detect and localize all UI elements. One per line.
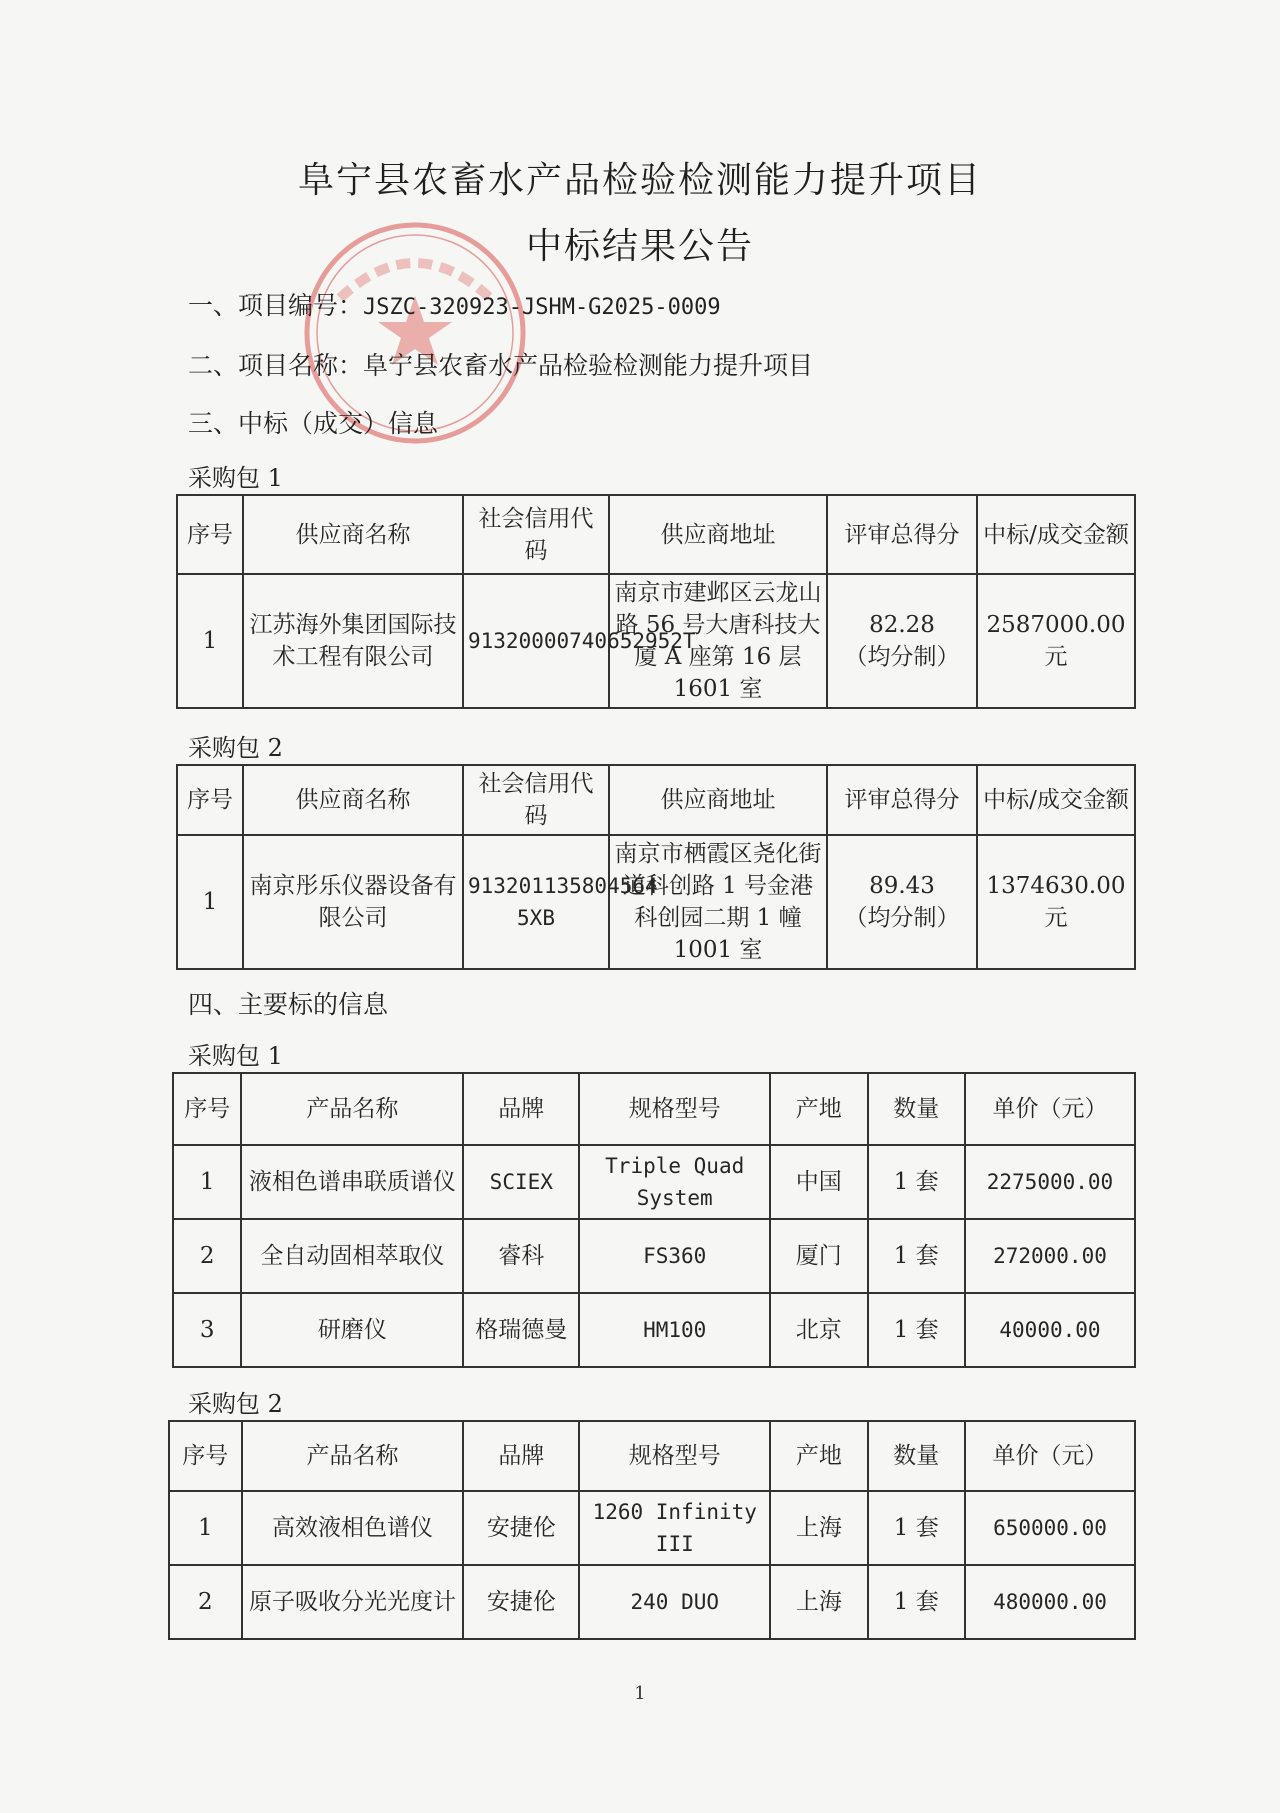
header-cell: 供应商地址 xyxy=(609,495,827,574)
package-2-label: 采购包 2 xyxy=(188,734,283,762)
table-header-row xyxy=(177,765,1135,835)
brand: 安捷伦 xyxy=(463,1565,579,1639)
header-cell: 序号 xyxy=(177,765,243,835)
model: FS360 xyxy=(579,1219,770,1293)
product-name: 高效液相色谱仪 xyxy=(242,1491,464,1565)
product-name: 研磨仪 xyxy=(241,1293,463,1367)
review-score xyxy=(827,835,977,969)
amount-value: 2587000.00 xyxy=(986,612,1126,638)
items-package-1-label: 采购包 1 xyxy=(188,1042,283,1070)
quantity: 1 套 xyxy=(868,1491,965,1565)
origin: 北京 xyxy=(770,1293,867,1367)
header-cell: 单价（元） xyxy=(965,1421,1135,1491)
unit-price: 40000.00 xyxy=(965,1293,1135,1367)
quantity: 1 套 xyxy=(868,1145,965,1219)
header-cell: 产地 xyxy=(770,1421,867,1491)
document-title: 阜宁县农畜水产品检验检测能力提升项目 xyxy=(297,160,982,201)
row-no: 1 xyxy=(169,1491,242,1565)
header-cell: 社会信用代码 xyxy=(463,765,609,835)
origin: 厦门 xyxy=(770,1219,867,1293)
table-row xyxy=(177,835,1135,969)
unit-price: 272000.00 xyxy=(965,1219,1135,1293)
section-winner-heading: 三、中标（成交）信息 xyxy=(188,409,439,438)
supplier-name: 南京彤乐仪器设备有限公司 xyxy=(243,835,463,969)
brand: 安捷伦 xyxy=(463,1491,579,1565)
brand: 睿科 xyxy=(463,1219,579,1293)
unit-price: 480000.00 xyxy=(965,1565,1135,1639)
header-cell: 供应商名称 xyxy=(243,765,463,835)
score-note: （均分制） xyxy=(844,644,960,670)
row-no: 3 xyxy=(173,1293,241,1367)
project-number-value: JSZC-320923-JSHM-G2025-0009 xyxy=(363,295,721,320)
project-name-label: 二、项目名称： xyxy=(188,351,364,380)
score-value: 89.43 xyxy=(869,873,935,899)
quantity: 1 套 xyxy=(868,1219,965,1293)
table-row xyxy=(169,1491,1135,1565)
table-header-row xyxy=(173,1073,1135,1145)
header-cell: 品牌 xyxy=(463,1421,579,1491)
header-cell: 产品名称 xyxy=(241,1073,463,1145)
winner-table-package-2 xyxy=(176,764,1136,970)
quantity: 1 套 xyxy=(868,1293,965,1367)
header-cell: 序号 xyxy=(177,495,243,574)
table-header-row xyxy=(177,495,1135,574)
supplier-name: 江苏海外集团国际技术工程有限公司 xyxy=(243,574,463,708)
row-no: 1 xyxy=(177,574,243,708)
table-row xyxy=(169,1565,1135,1639)
table-row xyxy=(173,1219,1135,1293)
header-cell: 供应商名称 xyxy=(243,495,463,574)
header-cell: 中标/成交金额 xyxy=(977,765,1135,835)
credit-code: 913201135804564 5XB xyxy=(463,835,609,969)
review-score xyxy=(827,574,977,708)
items-table-package-2 xyxy=(168,1420,1136,1640)
model: HM100 xyxy=(579,1293,770,1367)
supplier-address: 南京市栖霞区尧化街道科创路 1 号金港科创园二期 1 幢 1001 室 xyxy=(609,835,827,969)
unit-price: 650000.00 xyxy=(965,1491,1135,1565)
project-number-label: 一、项目编号： xyxy=(188,291,364,320)
project-number-line xyxy=(188,286,721,322)
project-name-value: 阜宁县农畜水产品检验检测能力提升项目 xyxy=(363,351,814,380)
table-row xyxy=(173,1293,1135,1367)
brand: 格瑞德曼 xyxy=(463,1293,579,1367)
header-cell: 供应商地址 xyxy=(609,765,827,835)
award-amount xyxy=(977,574,1135,708)
model: 1260 Infinity III xyxy=(579,1491,770,1565)
document-subtitle: 中标结果公告 xyxy=(525,226,754,267)
header-cell: 规格型号 xyxy=(579,1421,770,1491)
model: 240 DUO xyxy=(579,1565,770,1639)
section-items-heading: 四、主要标的信息 xyxy=(188,990,389,1019)
row-no: 1 xyxy=(177,835,243,969)
header-cell: 序号 xyxy=(169,1421,242,1491)
header-cell: 社会信用代码 xyxy=(463,495,609,574)
amount-unit: 元 xyxy=(1044,644,1068,670)
header-cell: 产品名称 xyxy=(242,1421,464,1491)
product-name: 全自动固相萃取仪 xyxy=(241,1219,463,1293)
page-number: 1 xyxy=(634,1683,646,1704)
supplier-address: 南京市建邺区云龙山路 56 号大唐科技大厦 A 座第 16 层 1601 室 xyxy=(609,574,827,708)
table-row xyxy=(177,574,1135,708)
origin: 上海 xyxy=(770,1491,867,1565)
items-table-package-1 xyxy=(172,1072,1136,1368)
unit-price: 2275000.00 xyxy=(965,1145,1135,1219)
table-row xyxy=(173,1145,1135,1219)
brand: SCIEX xyxy=(463,1145,579,1219)
header-cell: 评审总得分 xyxy=(827,765,977,835)
product-name: 液相色谱串联质谱仪 xyxy=(241,1145,463,1219)
credit-code: 91320000740652952T xyxy=(463,574,609,708)
package-1-label: 采购包 1 xyxy=(188,464,283,492)
winner-table-package-1 xyxy=(176,494,1136,709)
header-cell: 评审总得分 xyxy=(827,495,977,574)
table-header-row xyxy=(169,1421,1135,1491)
row-no: 2 xyxy=(173,1219,241,1293)
amount-unit: 元 xyxy=(1044,905,1068,931)
header-cell: 序号 xyxy=(173,1073,241,1145)
row-no: 2 xyxy=(169,1565,242,1639)
amount-value: 1374630.00 xyxy=(986,873,1126,899)
project-name-line xyxy=(188,346,813,382)
header-cell: 品牌 xyxy=(463,1073,579,1145)
score-note: （均分制） xyxy=(844,905,960,931)
header-cell: 单价（元） xyxy=(965,1073,1135,1145)
header-cell: 数量 xyxy=(868,1421,965,1491)
model: Triple Quad System xyxy=(579,1145,770,1219)
header-cell: 数量 xyxy=(868,1073,965,1145)
origin: 上海 xyxy=(770,1565,867,1639)
origin: 中国 xyxy=(770,1145,867,1219)
header-cell: 规格型号 xyxy=(579,1073,770,1145)
items-package-2-label: 采购包 2 xyxy=(188,1390,283,1418)
header-cell: 中标/成交金额 xyxy=(977,495,1135,574)
score-value: 82.28 xyxy=(869,612,935,638)
row-no: 1 xyxy=(173,1145,241,1219)
product-name: 原子吸收分光光度计 xyxy=(242,1565,464,1639)
quantity: 1 套 xyxy=(868,1565,965,1639)
header-cell: 产地 xyxy=(770,1073,867,1145)
award-amount xyxy=(977,835,1135,969)
